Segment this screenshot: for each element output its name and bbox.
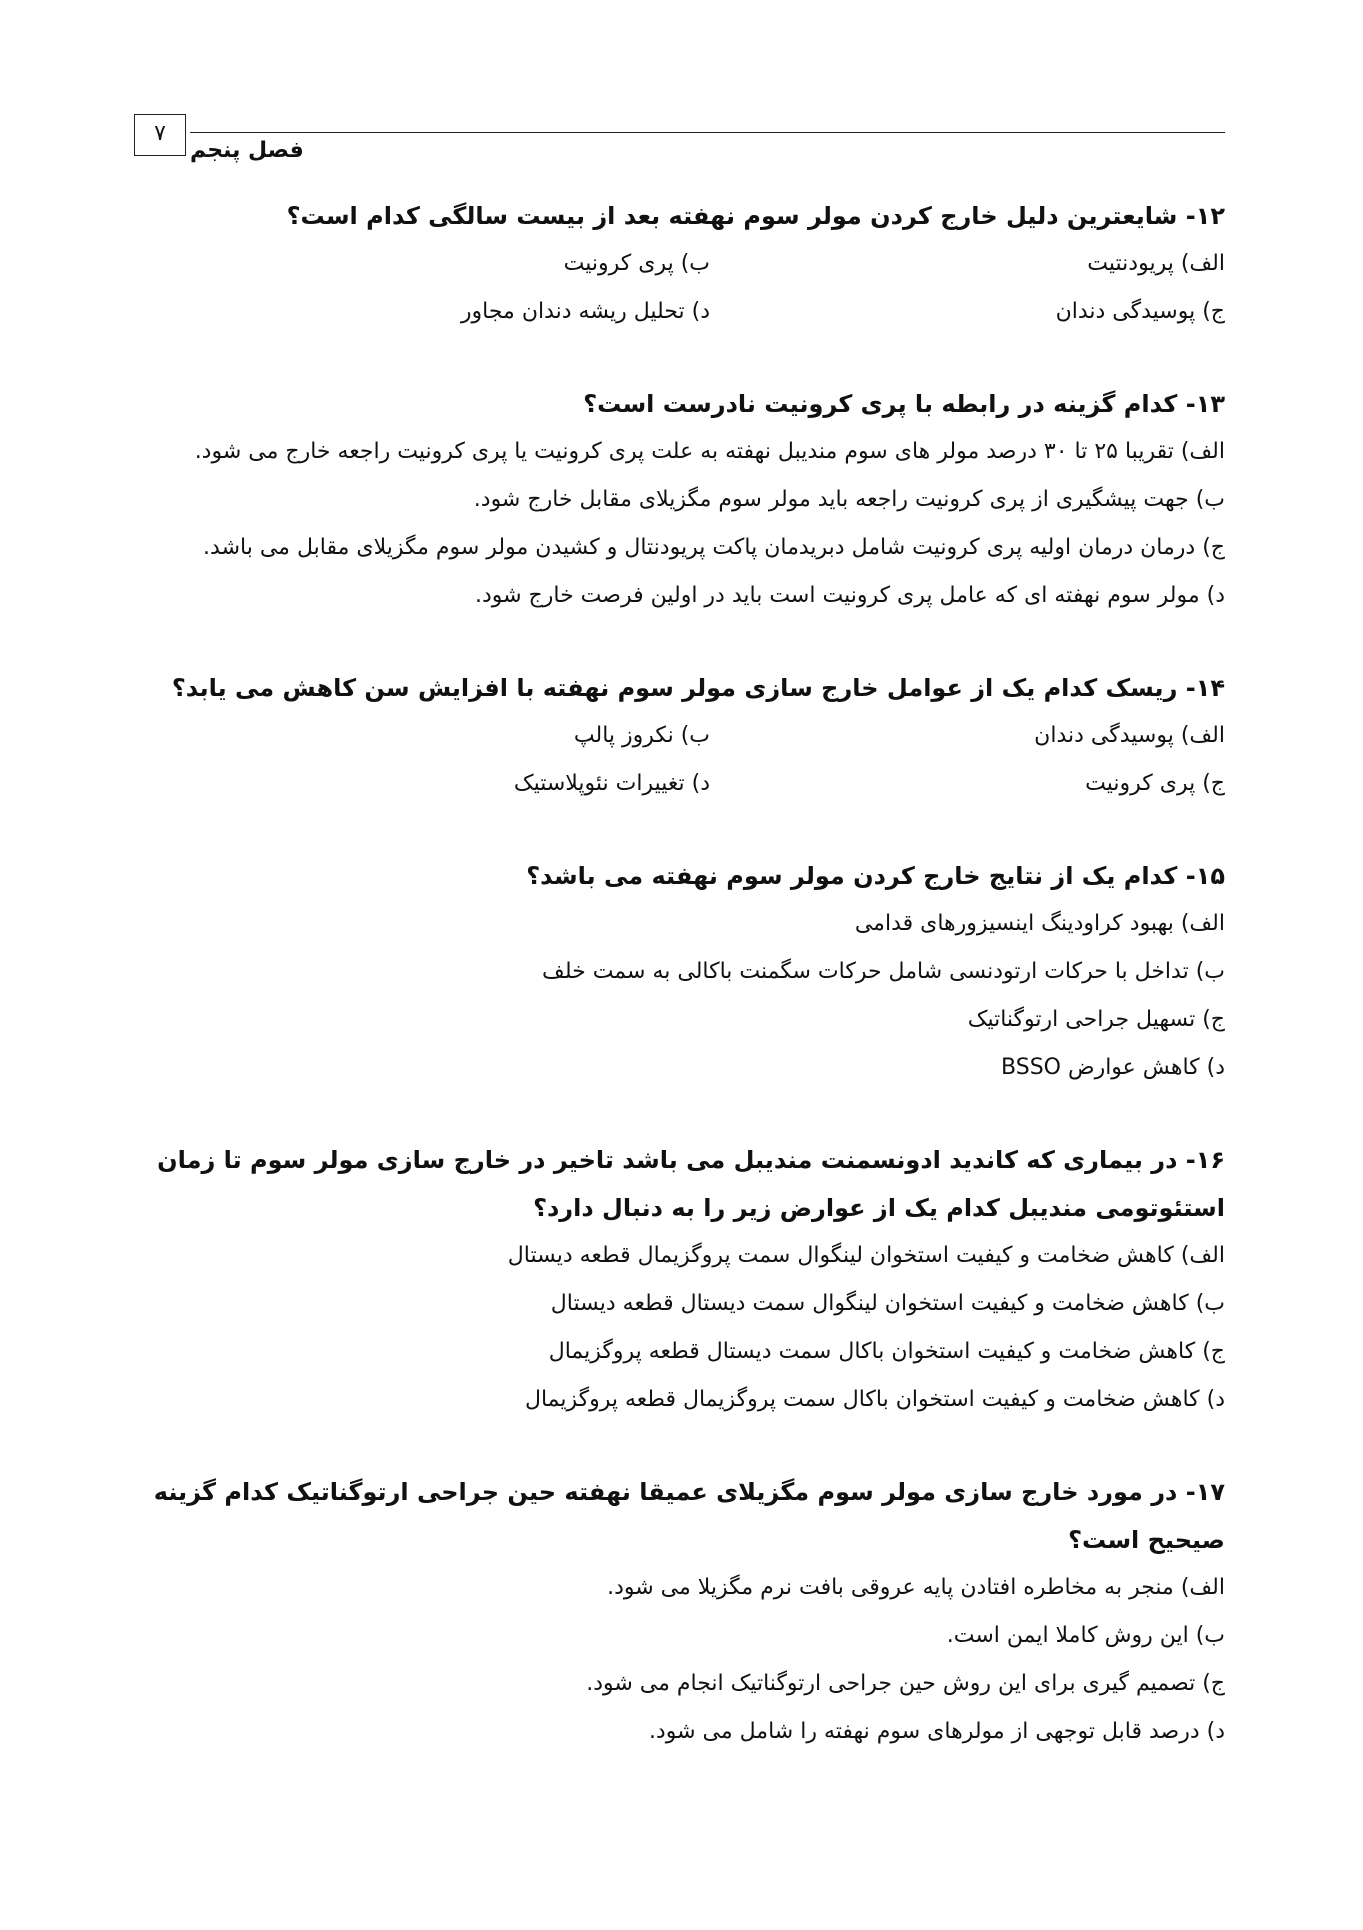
option-b: ب) تداخل با حرکات ارتودنسی شامل حرکات سگمنت باکالی به سمت خلف xyxy=(542,959,1225,984)
question-text: ۱۳- کدام گزینه در رابطه با پری کرونیت نادرست است؟ xyxy=(583,390,1225,418)
option-a: الف) کاهش ضخامت و کیفیت استخوان لینگوال سمت پروگزیمال قطعه دیستال xyxy=(507,1243,1225,1268)
option-c: ج) پوسیدگی دندان xyxy=(1055,299,1225,324)
option-b: ب) نکروز پالپ xyxy=(573,723,710,748)
options-row xyxy=(137,760,1225,808)
question-15 xyxy=(137,852,1225,1092)
options-row xyxy=(137,288,1225,336)
option-d: د) تغییرات نئوپلاستیک xyxy=(513,771,710,796)
option-d: د) درصد قابل توجهی از مولرهای سوم نهفته را شامل می شود. xyxy=(648,1719,1225,1744)
question-16 xyxy=(137,1136,1225,1424)
option-b: ب) جهت پیشگیری از پری کرونیت راجعه باید مولر سوم مگزیلای مقابل خارج شود. xyxy=(473,487,1225,512)
header-rule xyxy=(190,132,1225,133)
page-number-box xyxy=(134,114,186,156)
option-a: الف) بهبود کراودینگ اینسیزورهای قدامی xyxy=(854,911,1225,936)
question-13 xyxy=(137,380,1225,620)
option-d: د) کاهش ضخامت و کیفیت استخوان باکال سمت پروگزیمال قطعه پروگزیمال xyxy=(524,1387,1225,1412)
chapter-title: فصل پنجم xyxy=(190,138,304,163)
option-b: ب) این روش کاملا ایمن است. xyxy=(946,1623,1225,1648)
options-row xyxy=(137,712,1225,760)
options-row xyxy=(137,240,1225,288)
option-d: د) کاهش عوارض BSSO xyxy=(1001,1055,1225,1080)
question-text: ۱۲- شایعترین دلیل خارج کردن مولر سوم نهفته بعد از بیست سالگی کدام است؟ xyxy=(286,202,1225,230)
question-12 xyxy=(137,192,1225,336)
question-14 xyxy=(137,664,1225,808)
question-text: ۱۵- کدام یک از نتایج خارج کردن مولر سوم نهفته می باشد؟ xyxy=(526,862,1225,890)
questions-container xyxy=(137,192,1225,1800)
option-a: الف) پوسیدگی دندان xyxy=(1034,723,1225,748)
page-number: ۷ xyxy=(154,121,166,146)
option-d: د) تحلیل ریشه دندان مجاور xyxy=(460,299,710,324)
question-text: ۱۴- ریسک کدام یک از عوامل خارج سازی مولر سوم نهفته با افزایش سن کاهش می یابد؟ xyxy=(171,674,1225,702)
option-c: ج) تسهیل جراحی ارتوگناتیک xyxy=(967,1007,1225,1032)
option-c: ج) تصمیم گیری برای این روش حین جراحی ارتوگناتیک انجام می شود. xyxy=(586,1671,1225,1696)
question-text: ۱۶- در بیماری که کاندید ادونسمنت مندیبل می باشد تاخیر در خارج سازی مولر سوم تا زمان استئوتومی مندیبل کدام یک از عوارض زیر را به دنبال دارد؟ xyxy=(157,1146,1225,1222)
option-c: ج) درمان درمان اولیه پری کرونیت شامل دبریدمان پاکت پریودنتال و کشیدن مولر سوم مگزیلای مقابل می باشد. xyxy=(203,535,1225,560)
option-b: ب) کاهش ضخامت و کیفیت استخوان لینگوال سمت دیستال قطعه دیستال xyxy=(550,1291,1225,1316)
question-17 xyxy=(137,1468,1225,1756)
option-a: الف) تقریبا ۲۵ تا ۳۰ درصد مولر های سوم مندیبل نهفته به علت پری کرونیت یا پری کرونیت راجعه خارج می شود. xyxy=(194,439,1225,464)
option-d: د) مولر سوم نهفته ای که عامل پری کرونیت است باید در اولین فرصت خارج شود. xyxy=(474,583,1225,608)
option-c: ج) پری کرونیت xyxy=(1085,771,1225,796)
question-text: ۱۷- در مورد خارج سازی مولر سوم مگزیلای عمیقا نهفته حین جراحی ارتوگناتیک کدام گزینه صیحیح است؟ xyxy=(153,1478,1225,1554)
option-b: ب) پری کرونیت xyxy=(563,251,710,276)
option-c: ج) کاهش ضخامت و کیفیت استخوان باکال سمت دیستال قطعه پروگزیمال xyxy=(548,1339,1225,1364)
option-a: الف) پریودنتیت xyxy=(1087,251,1225,276)
option-a: الف) منجر به مخاطره افتادن پایه عروقی بافت نرم مگزیلا می شود. xyxy=(607,1575,1225,1600)
